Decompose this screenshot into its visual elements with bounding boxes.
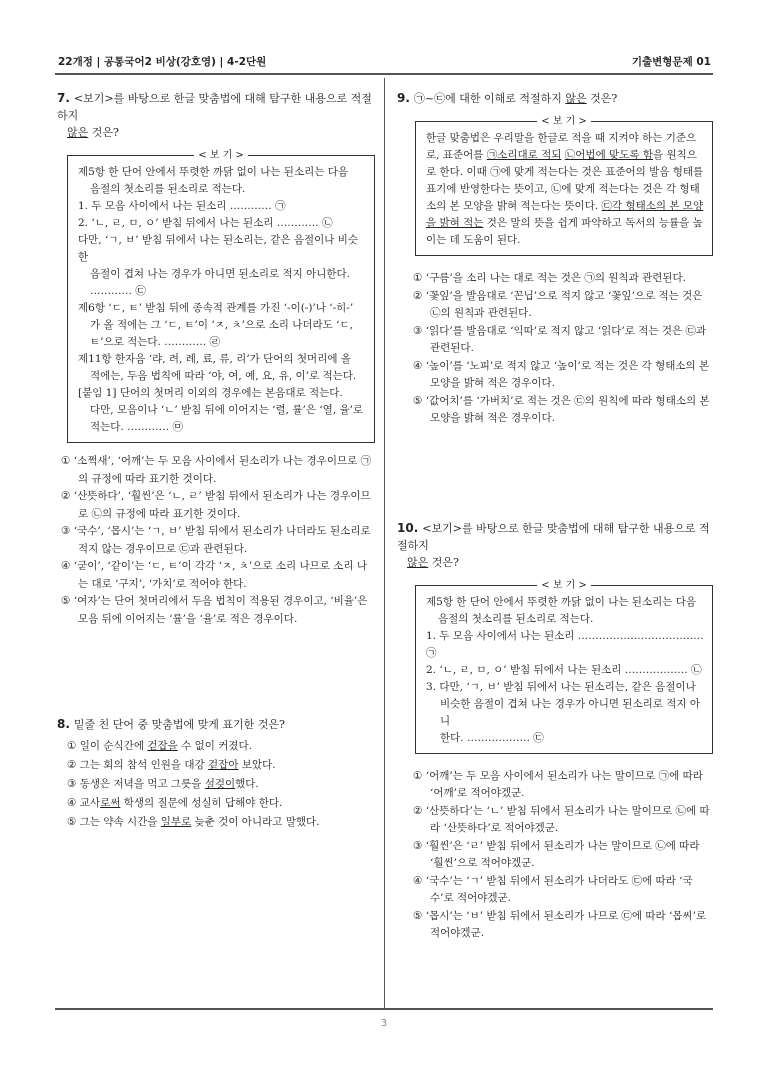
underlined-word: 설겆이 <box>204 778 236 790</box>
bogi-line: 3. 다만, ‘ㄱ, ㅂ’ 받침 뒤에서 나는 된소리는, 같은 음절이나 <box>426 680 696 693</box>
option-marker: ④ <box>67 797 77 809</box>
answer-options <box>397 768 715 943</box>
bogi-underlined: ㉢각 형태소의 본 모양을 밝혀 적는 <box>426 200 704 229</box>
option-text: ‘굳이’, ‘같이’는 ‘ㄷ, ㅌ’이 각각 ‘ㅈ, ㅊ’으로 소리 나므로 소리 나는 대로 ‘구지’, ‘가치’로 적어야 한다. <box>73 560 368 590</box>
option-marker: ③ <box>413 839 423 852</box>
bogi-line: ㅌ’으로 적는다. ………… ㉣ <box>90 336 221 348</box>
answer-options <box>397 270 715 428</box>
bogi-box <box>415 116 713 256</box>
bogi-paragraph <box>426 130 704 249</box>
bogi-line: ………… ㉢ <box>90 285 146 297</box>
option-text: ‘산뜻하다’, ‘훨씬’은 ‘ㄴ, ㄹ’ 받침 뒤에서 된소리가 나는 경우이므로 ㉡의 규정에 따라 표기한 것이다. <box>73 490 371 520</box>
bogi-line: 2. ‘ㄴ, ㄹ, ㅁ, ㅇ’ 받침 뒤에서 나는 된소리 ………… ㉡ <box>78 217 333 229</box>
answer-option[interactable] <box>67 775 373 794</box>
bogi-line: 1. 두 모음 사이에서 나는 된소리 ………… ㉠ <box>78 200 286 212</box>
bogi-text: 을 원칙으로 한다. 이때 ㉠에 맞게 적는다는 것은 표준어의 발음 형태를 표기에 반영한다는 뜻이고, ㉡에 맞게 적는다는 것은 각 형태소의 본 모양을 밝혀 적는다는 뜻이다. <box>426 149 704 212</box>
option-text: ‘몹시’는 ‘ㅂ’ 받침 뒤에서 된소리가 나므로 ㉢에 따라 ‘몹씨’로 적어야겠군. <box>425 909 707 939</box>
option-text: ‘꽃잎’을 발음대로 ‘꼰닙’으로 적지 않고 ‘꽃잎’으로 적는 것은 ㉡의 원칙과 관련된다. <box>425 289 703 319</box>
bogi-line: [붙임 1] 단어의 첫머리 이외의 경우에는 본음대로 적는다. <box>78 387 343 399</box>
option-text: ‘국수’, ‘몹시’는 ‘ㄱ, ㅂ’ 받침 뒤에서 된소리가 나더라도 된소리로 적지 않는 경우이므로 ㉢과 관련된다. <box>73 525 371 555</box>
stem-emphasis: 않은 <box>565 92 587 105</box>
option-marker: ① <box>413 272 423 284</box>
column-divider <box>384 78 385 1008</box>
stem-emphasis: 않은 <box>67 126 89 139</box>
course-label: 22개정 | 공통국어2 비상(강호영) | 4-2단원 <box>58 56 267 68</box>
bogi-line: 한다. ……………… ㉢ <box>440 731 544 744</box>
option-marker: ⑤ <box>413 394 423 407</box>
answer-option[interactable] <box>61 593 373 628</box>
option-text: 일이 순식간에 <box>79 740 148 752</box>
answer-option[interactable] <box>67 813 373 832</box>
bogi-line: 제5항 한 단어 안에서 뚜렷한 까닭 없이 나는 된소리는 다음 <box>426 595 697 608</box>
answer-option[interactable] <box>413 908 715 943</box>
stem-emphasis: 않은 <box>407 555 429 569</box>
answer-option[interactable] <box>413 873 715 908</box>
right-column <box>397 90 715 943</box>
question-number: 10. <box>397 520 419 535</box>
question-stem-end: 것은? <box>88 126 119 139</box>
underlined-word: 겉잡아 <box>208 759 239 771</box>
answer-option[interactable] <box>67 756 373 775</box>
answer-option[interactable] <box>67 794 373 813</box>
bogi-text: 것은 말의 뜻을 쉽게 파악하고 독서의 능률을 높이는 데 도움이 된다. <box>426 217 703 246</box>
option-text: 늦춘 것이 아니라고 말했다. <box>191 816 320 828</box>
question-stem: <보기>를 바탕으로 한글 맞춤법에 대해 탐구한 내용으로 적절하지 <box>397 521 710 552</box>
question-9 <box>397 90 715 107</box>
option-marker: ③ <box>413 324 423 337</box>
page-number: 3 <box>380 1018 388 1029</box>
option-text: ‘훨씬’은 ‘ㄹ’ 받침 뒤에서 된소리가 나는 말이므로 ㉡에 따라 ‘훨씬’으로 적어야겠군. <box>425 839 700 869</box>
bogi-line: 2. ‘ㄴ, ㄹ, ㅁ, ㅇ’ 받침 뒤에서 나는 된소리 ……………… ㉡ <box>426 663 702 676</box>
answer-option[interactable] <box>61 488 373 523</box>
option-text: ‘높이’를 ‘노피’로 적지 않고 ‘높이’로 적는 것은 각 형태소의 본 모양을 밝혀 적은 경우이다. <box>425 359 710 389</box>
question-8 <box>57 716 373 733</box>
answer-option[interactable] <box>413 393 715 428</box>
answer-option[interactable] <box>413 323 715 358</box>
option-marker: ③ <box>67 778 77 790</box>
option-text: 수 없이 커졌다. <box>177 740 252 752</box>
option-text: ‘산뜻하다’는 ‘ㄴ’ 받침 뒤에서 된소리가 나는 말이므로 ㉡에 따라 ‘산뜻하다’로 적어야겠군. <box>425 804 710 834</box>
bogi-underlined: ㉠소리대로 적되 <box>486 149 562 161</box>
option-marker: ② <box>413 289 423 302</box>
bogi-underlined: ㉡어법에 맞도록 함 <box>564 149 653 161</box>
bogi-line: 비슷한 음절이 겹쳐 나는 경우가 아니면 된소리로 적지 아니 <box>440 697 700 727</box>
option-marker: ④ <box>61 560 71 572</box>
bogi-line: 적는다. ………… ㉤ <box>90 421 183 433</box>
question-7 <box>57 90 373 141</box>
question-stem-end: 것은? <box>586 92 618 105</box>
option-marker: ② <box>67 759 77 771</box>
bogi-line: 제6항 ‘ㄷ, ㅌ’ 받침 뒤에 종속적 관계를 가진 ‘-이(-)’나 ‘-히-’ <box>78 302 354 314</box>
answer-option[interactable] <box>413 358 715 393</box>
bogi-line: 제11항 한자음 ‘랴, 려, 례, 료, 류, 리’가 단어의 첫머리에 올 <box>78 353 351 365</box>
answer-option[interactable] <box>61 523 373 558</box>
option-marker: ① <box>61 455 71 467</box>
question-10 <box>397 520 715 571</box>
answer-options <box>57 453 373 628</box>
answer-option[interactable] <box>67 737 373 756</box>
answer-options <box>57 737 373 832</box>
bogi-line: 적에는, 두음 법칙에 따라 ‘야, 여, 예, 요, 유, 이’로 적는다. <box>90 370 357 382</box>
option-marker: ④ <box>413 359 423 372</box>
bogi-line: 음절의 첫소리를 된소리로 적는다. <box>90 183 246 195</box>
answer-option[interactable] <box>61 453 373 488</box>
option-text: 보았다. <box>238 759 276 771</box>
question-number: 8. <box>57 717 70 731</box>
question-stem: 밑줄 친 단어 중 맞춤법에 맞게 표기한 것은? <box>73 718 285 731</box>
bogi-line: 다만, ‘ㄱ, ㅂ’ 받침 뒤에서 나는 된소리는, 같은 음절이나 비슷한 <box>78 234 359 263</box>
option-text: ‘읽다’를 발음대로 ‘익따’로 적지 않고 ‘읽다’로 적는 것은 ㉢과 관련된다. <box>425 324 707 354</box>
bogi-line: 음절의 첫소리를 된소리로 적는다. <box>438 612 594 625</box>
option-text: ‘구름’을 소리 나는 대로 적는 것은 ㉠의 원칙과 관련된다. <box>425 272 686 284</box>
bogi-line: 음절이 겹쳐 나는 경우가 아니면 된소리로 적지 아니한다. <box>90 268 350 280</box>
option-marker: ② <box>413 804 423 817</box>
bogi-text: 한글 맞춤법은 우리말을 한글로 적을 때 지켜야 하는 기준으로, 표준어를 <box>426 132 697 161</box>
footer-divider <box>55 1008 713 1010</box>
option-text: ‘소쩍새’, ‘어깨’는 두 모음 사이에서 된소리가 나는 경우이므로 ㉠의 규정에 따라 표기한 것이다. <box>73 455 372 485</box>
underlined-word: 로써 <box>100 797 121 809</box>
option-marker: ① <box>413 769 423 782</box>
bogi-line: 다만, 모음이나 ‘ㄴ’ 받침 뒤에 이어지는 ‘렬, 률’은 ‘열, 율’로 <box>90 404 364 416</box>
bogi-line: 가 올 적에는 그 ‘ㄷ, ㅌ’이 ‘ㅈ, ㅊ’으로 소리 나더라도 ‘ㄷ, <box>90 319 353 331</box>
option-marker: ① <box>67 740 77 752</box>
answer-option[interactable] <box>61 558 373 593</box>
question-stem: ㉠~㉢에 대한 이해로 적절하지 <box>413 92 566 105</box>
option-text: 학생의 질문에 성실히 답해야 한다. <box>120 797 283 809</box>
question-number: 7. <box>57 91 70 105</box>
option-marker: ⑤ <box>67 816 77 828</box>
worksheet-label: 기출변형문제 01 <box>631 56 711 68</box>
bogi-line: 제5항 한 단어 안에서 뚜렷한 까닭 없이 나는 된소리는 다음 <box>78 166 349 178</box>
option-text: 동생은 저녁을 먹고 그릇을 <box>79 778 205 790</box>
option-marker: ④ <box>413 874 423 887</box>
answer-option[interactable] <box>413 768 715 803</box>
answer-option[interactable] <box>413 288 715 323</box>
option-marker: ⑤ <box>61 595 71 607</box>
option-text: 그는 회의 참석 인원을 대강 <box>79 759 209 771</box>
bogi-title: < 보 기 > <box>416 113 712 130</box>
option-text: ‘어깨’는 두 모음 사이에서 된소리가 나는 말이므로 ㉠에 따라 ‘어깨’로 적어야겠군. <box>425 769 703 799</box>
underlined-word: 걷잡을 <box>147 740 178 752</box>
left-column <box>57 90 373 832</box>
bogi-line: 1. 두 모음 사이에서 나는 된소리 ……………………………… ㉠ <box>426 629 704 659</box>
option-text: ‘값어치’를 ‘가버치’로 적는 것은 ㉢의 원칙에 따라 형태소의 본 모양을 밝혀 적은 경우이다. <box>425 394 710 424</box>
answer-option[interactable] <box>413 803 715 838</box>
question-number: 9. <box>397 91 410 105</box>
option-text: ‘여자’는 단어 첫머리에서 두음 법칙이 적용된 경우이고, ‘비율’은 모음 뒤에 이어지는 ‘률’을 ‘율’로 적은 경우이다. <box>73 595 368 625</box>
bogi-title: < 보 기 > <box>68 147 374 164</box>
option-text: 그는 약속 시간을 <box>79 816 161 828</box>
question-stem-end: 것은? <box>428 555 459 569</box>
underlined-word: 일부로 <box>160 816 192 828</box>
option-marker: ② <box>61 490 71 502</box>
bogi-box <box>415 579 713 754</box>
page-header <box>55 50 713 70</box>
header-divider <box>55 73 713 75</box>
option-marker: ⑤ <box>413 909 423 922</box>
option-marker: ③ <box>61 525 71 537</box>
bogi-title: < 보 기 > <box>416 577 712 594</box>
answer-option[interactable] <box>413 270 715 288</box>
option-text: ‘국수’는 ‘ㄱ’ 받침 뒤에서 된소리가 나더라도 ㉢에 따라 ‘국수’로 적어야겠군. <box>425 874 693 904</box>
bogi-box <box>67 150 375 443</box>
question-stem: <보기>를 바탕으로 한글 맞춤법에 대해 탐구한 내용으로 적절하지 <box>57 92 372 122</box>
option-text: 했다. <box>235 778 259 790</box>
answer-option[interactable] <box>413 838 715 873</box>
option-text: 교사 <box>79 797 101 809</box>
